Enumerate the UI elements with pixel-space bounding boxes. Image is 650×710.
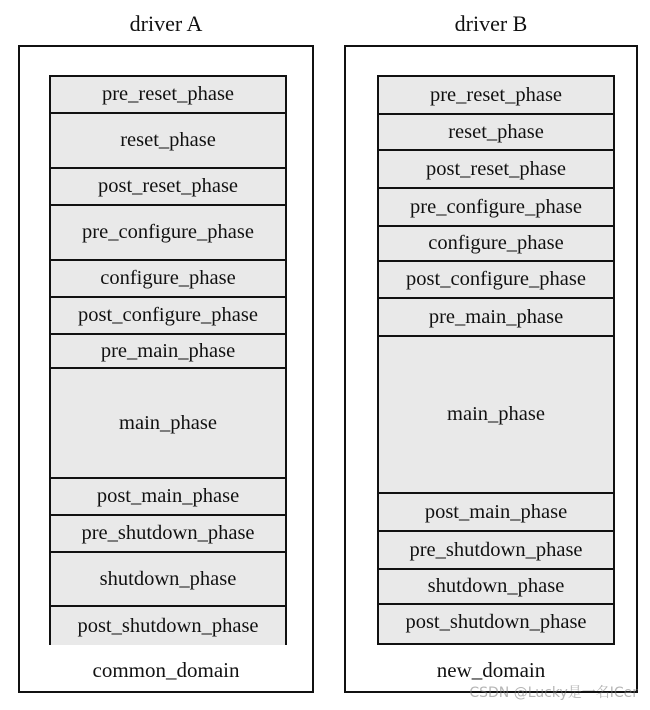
driver-a-pre-shutdown-phase: pre_shutdown_phase xyxy=(51,516,285,553)
driver-b-pre-main-phase: pre_main_phase xyxy=(379,299,613,337)
watermark: CSDN @Lucky是一名ICer xyxy=(469,685,638,701)
driver-b-post-reset-phase: post_reset_phase xyxy=(379,151,613,189)
driver-b-pre-shutdown-phase: pre_shutdown_phase xyxy=(379,532,613,570)
driver-b-shutdown-phase: shutdown_phase xyxy=(379,570,613,605)
driver-a-title: driver A xyxy=(129,11,203,36)
driver-a-domain-label: common_domain xyxy=(92,658,240,682)
driver-b-phase-stack xyxy=(377,75,615,645)
driver-b-post-configure-phase: post_configure_phase xyxy=(379,262,613,299)
driver-a-post-reset-phase: post_reset_phase xyxy=(51,169,285,206)
driver-a-shutdown-phase: shutdown_phase xyxy=(51,553,285,607)
driver-a-post-configure-phase: post_configure_phase xyxy=(51,298,285,335)
driver-b-pre-configure-phase: pre_configure_phase xyxy=(379,189,613,227)
driver-a-reset-phase: reset_phase xyxy=(51,114,285,169)
driver-b-domain-label: new_domain xyxy=(436,658,546,682)
driver-a-domain-box xyxy=(18,45,314,693)
driver-a-phase-stack xyxy=(49,75,287,645)
driver-b-pre-reset-phase: pre_reset_phase xyxy=(379,77,613,115)
driver-b-reset-phase: reset_phase xyxy=(379,115,613,151)
driver-a-pre-reset-phase: pre_reset_phase xyxy=(51,77,285,114)
driver-b-title: driver B xyxy=(454,11,528,36)
driver-b-main-phase: main_phase xyxy=(379,337,613,494)
driver-b-post-shutdown-phase: post_shutdown_phase xyxy=(379,605,613,640)
driver-a-pre-configure-phase: pre_configure_phase xyxy=(51,206,285,261)
driver-a-main-phase: main_phase xyxy=(51,369,285,479)
driver-a-post-main-phase: post_main_phase xyxy=(51,479,285,516)
driver-b-post-main-phase: post_main_phase xyxy=(379,494,613,532)
driver-a-pre-main-phase: pre_main_phase xyxy=(51,335,285,369)
driver-a-post-shutdown-phase: post_shutdown_phase xyxy=(51,607,285,645)
driver-b-configure-phase: configure_phase xyxy=(379,227,613,262)
driver-b-domain-box xyxy=(344,45,638,693)
driver-a-configure-phase: configure_phase xyxy=(51,261,285,298)
